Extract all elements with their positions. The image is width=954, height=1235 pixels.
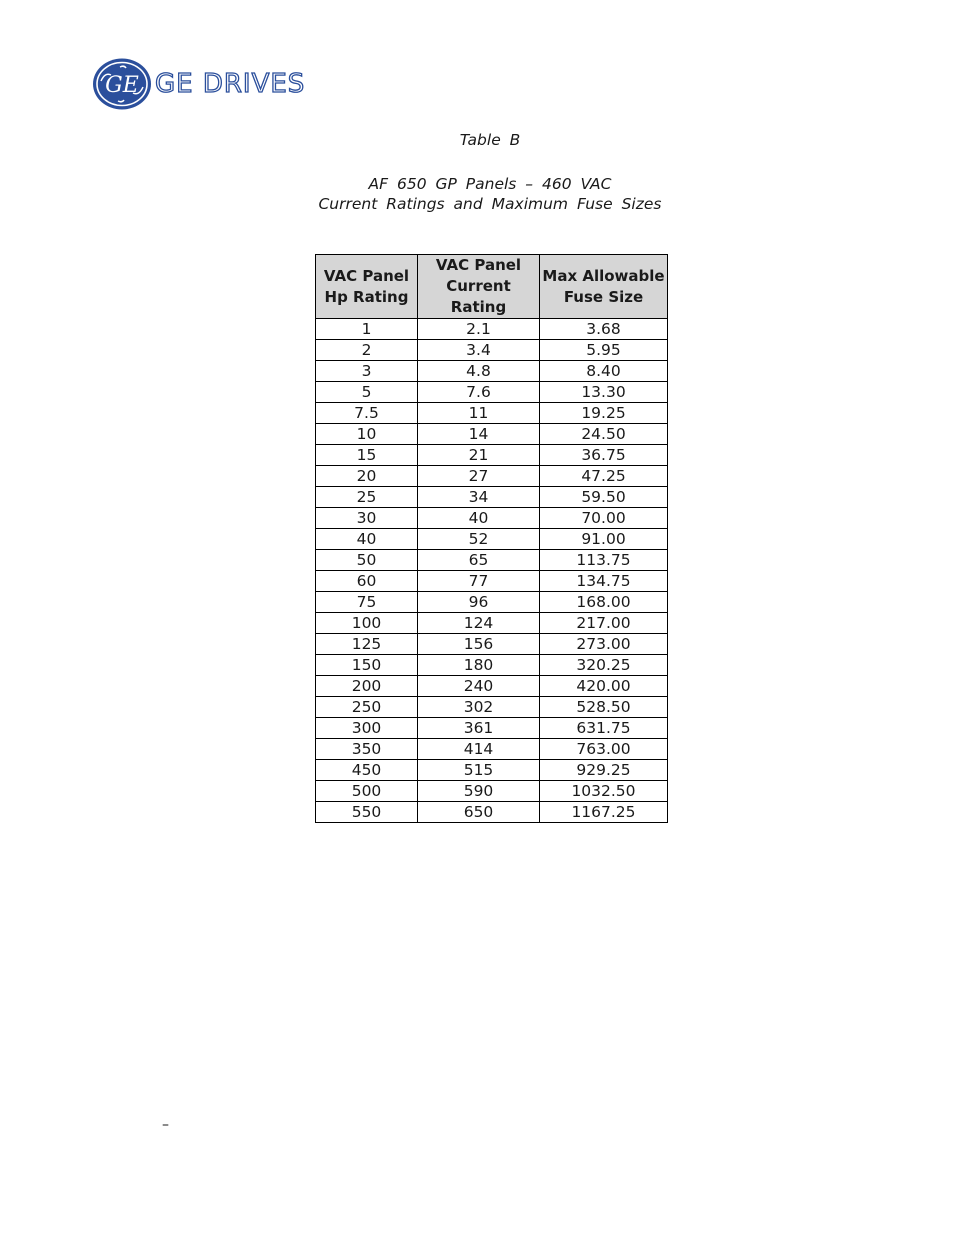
cell-hp-rating: 550	[316, 802, 418, 823]
cell-fuse-size: 217.00	[540, 613, 668, 634]
table-row	[316, 403, 668, 424]
table-row	[316, 508, 668, 529]
cell-fuse-size: 13.30	[540, 382, 668, 403]
header-line: Current Rating	[446, 277, 511, 316]
cell-current-rating: 156	[418, 634, 540, 655]
cell-hp-rating: 350	[316, 739, 418, 760]
cell-fuse-size: 273.00	[540, 634, 668, 655]
header-current-rating	[418, 255, 540, 319]
ge-drives-logo	[91, 57, 305, 111]
cell-current-rating: 650	[418, 802, 540, 823]
cell-current-rating: 515	[418, 760, 540, 781]
cell-hp-rating: 300	[316, 718, 418, 739]
cell-fuse-size: 1167.25	[540, 802, 668, 823]
cell-current-rating: 96	[418, 592, 540, 613]
ratings-table	[315, 254, 668, 823]
table-row	[316, 466, 668, 487]
cell-hp-rating: 7.5	[316, 403, 418, 424]
footer-dash: –	[162, 1117, 169, 1133]
cell-current-rating: 40	[418, 508, 540, 529]
cell-fuse-size: 19.25	[540, 403, 668, 424]
table-row	[316, 781, 668, 802]
table-row	[316, 655, 668, 676]
table-row	[316, 592, 668, 613]
logo-text: GE DRIVES	[155, 69, 306, 99]
cell-current-rating: 414	[418, 739, 540, 760]
cell-hp-rating: 2	[316, 340, 418, 361]
table-row	[316, 634, 668, 655]
cell-hp-rating: 50	[316, 550, 418, 571]
cell-hp-rating: 40	[316, 529, 418, 550]
table-row	[316, 613, 668, 634]
table-row	[316, 424, 668, 445]
cell-current-rating: 65	[418, 550, 540, 571]
cell-fuse-size: 91.00	[540, 529, 668, 550]
table-row	[316, 382, 668, 403]
cell-hp-rating: 15	[316, 445, 418, 466]
table-row	[316, 802, 668, 823]
cell-fuse-size: 631.75	[540, 718, 668, 739]
cell-fuse-size: 168.00	[540, 592, 668, 613]
cell-hp-rating: 100	[316, 613, 418, 634]
table-row	[316, 487, 668, 508]
cell-fuse-size: 528.50	[540, 697, 668, 718]
header-line: Max Allowable	[542, 266, 665, 285]
cell-fuse-size: 70.00	[540, 508, 668, 529]
cell-hp-rating: 1	[316, 319, 418, 340]
header-fuse-size	[540, 255, 668, 319]
cell-fuse-size: 3.68	[540, 319, 668, 340]
table-row	[316, 340, 668, 361]
cell-hp-rating: 125	[316, 634, 418, 655]
ge-monogram-icon	[91, 57, 153, 111]
header-line: Fuse Size	[563, 287, 644, 306]
table-row	[316, 760, 668, 781]
cell-fuse-size: 5.95	[540, 340, 668, 361]
table-row	[316, 319, 668, 340]
cell-current-rating: 180	[418, 655, 540, 676]
cell-hp-rating: 250	[316, 697, 418, 718]
table-row	[316, 676, 668, 697]
cell-current-rating: 240	[418, 676, 540, 697]
table-row	[316, 529, 668, 550]
cell-current-rating: 52	[418, 529, 540, 550]
cell-hp-rating: 450	[316, 760, 418, 781]
table-subtitle-line1: AF 650 GP Panels – 460 VAC	[368, 175, 612, 193]
cell-current-rating: 2.1	[418, 319, 540, 340]
cell-fuse-size: 113.75	[540, 550, 668, 571]
cell-current-rating: 14	[418, 424, 540, 445]
cell-fuse-size: 47.25	[540, 466, 668, 487]
cell-fuse-size: 24.50	[540, 424, 668, 445]
cell-hp-rating: 200	[316, 676, 418, 697]
cell-hp-rating: 150	[316, 655, 418, 676]
cell-fuse-size: 1032.50	[540, 781, 668, 802]
cell-fuse-size: 763.00	[540, 739, 668, 760]
header-line: Hp Rating	[324, 287, 409, 306]
table-row	[316, 697, 668, 718]
cell-current-rating: 3.4	[418, 340, 540, 361]
cell-current-rating: 21	[418, 445, 540, 466]
cell-current-rating: 124	[418, 613, 540, 634]
header-line: VAC Panel	[323, 266, 410, 285]
logo-mark-text: GE	[105, 73, 139, 98]
table-row	[316, 739, 668, 760]
cell-hp-rating: 500	[316, 781, 418, 802]
table-row	[316, 361, 668, 382]
cell-current-rating: 7.6	[418, 382, 540, 403]
cell-current-rating: 4.8	[418, 361, 540, 382]
cell-fuse-size: 59.50	[540, 487, 668, 508]
cell-fuse-size: 36.75	[540, 445, 668, 466]
cell-fuse-size: 8.40	[540, 361, 668, 382]
table-subtitle-line2: Current Ratings and Maximum Fuse Sizes	[318, 195, 662, 213]
cell-current-rating: 302	[418, 697, 540, 718]
cell-current-rating: 11	[418, 403, 540, 424]
cell-fuse-size: 929.25	[540, 760, 668, 781]
table-row	[316, 571, 668, 592]
header-line: VAC Panel	[435, 256, 522, 274]
cell-hp-rating: 60	[316, 571, 418, 592]
cell-hp-rating: 20	[316, 466, 418, 487]
cell-hp-rating: 5	[316, 382, 418, 403]
table-row	[316, 550, 668, 571]
cell-hp-rating: 30	[316, 508, 418, 529]
cell-fuse-size: 420.00	[540, 676, 668, 697]
table-row	[316, 718, 668, 739]
table-body	[316, 319, 668, 823]
cell-fuse-size: 320.25	[540, 655, 668, 676]
cell-hp-rating: 3	[316, 361, 418, 382]
cell-current-rating: 27	[418, 466, 540, 487]
table-label: Table B	[459, 131, 521, 149]
header-hp-rating	[316, 255, 418, 319]
cell-current-rating: 361	[418, 718, 540, 739]
cell-current-rating: 77	[418, 571, 540, 592]
table-row	[316, 445, 668, 466]
cell-hp-rating: 10	[316, 424, 418, 445]
cell-hp-rating: 75	[316, 592, 418, 613]
table-header	[316, 255, 668, 319]
cell-current-rating: 590	[418, 781, 540, 802]
cell-hp-rating: 25	[316, 487, 418, 508]
cell-current-rating: 34	[418, 487, 540, 508]
cell-fuse-size: 134.75	[540, 571, 668, 592]
